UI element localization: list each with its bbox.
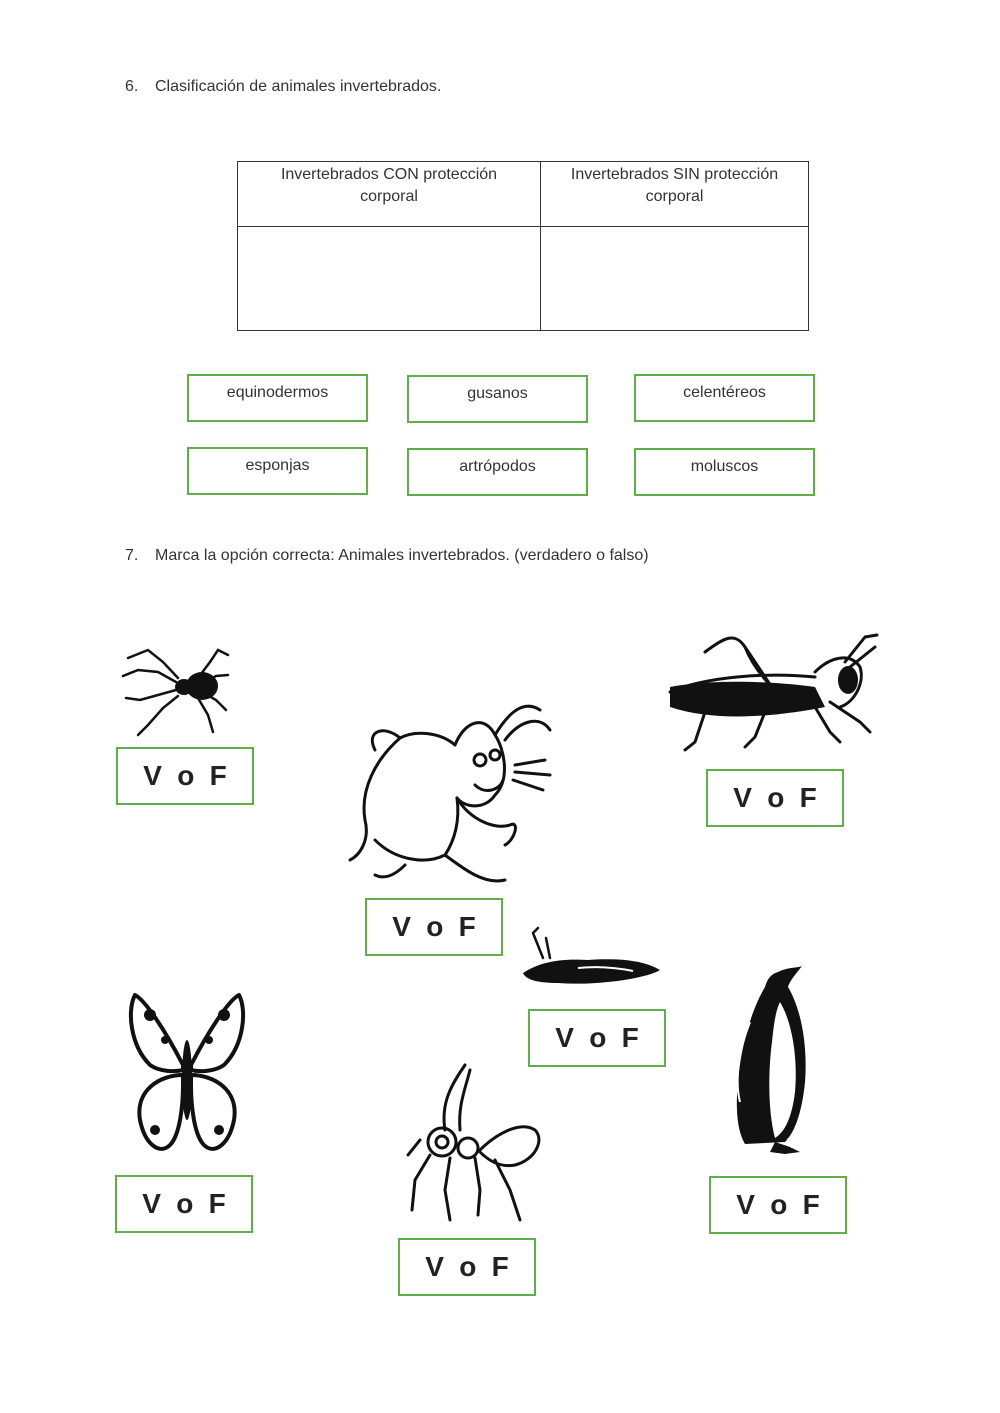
question-6 <box>125 78 441 96</box>
false-option[interactable]: F <box>208 1188 226 1219</box>
or-label: o <box>770 1189 788 1220</box>
question-7 <box>125 547 649 565</box>
true-option[interactable]: V <box>142 1188 161 1219</box>
or-label: o <box>767 782 785 813</box>
false-option[interactable]: F <box>621 1022 639 1053</box>
rabbit-image <box>345 690 555 890</box>
true-false-box-ant <box>398 1238 536 1296</box>
word-card-equinodermos[interactable]: equinodermos <box>187 374 368 422</box>
ant-image <box>400 1060 545 1225</box>
true-false-box-penguin <box>709 1176 847 1234</box>
true-option[interactable]: V <box>555 1022 574 1053</box>
word-card-moluscos[interactable]: moluscos <box>634 448 815 496</box>
true-option[interactable]: V <box>425 1251 444 1282</box>
or-label: o <box>426 911 444 942</box>
question-number: 6. <box>125 78 139 95</box>
classification-table <box>237 161 809 331</box>
true-option[interactable]: V <box>392 911 411 942</box>
false-option[interactable]: F <box>799 782 817 813</box>
drop-zone-with-protection[interactable] <box>238 227 541 331</box>
false-option[interactable]: F <box>209 760 227 791</box>
true-option[interactable]: V <box>736 1189 755 1220</box>
word-card-celentereos[interactable]: celentéreos <box>634 374 815 422</box>
word-card-artropodos[interactable]: artrópodos <box>407 448 588 496</box>
word-card-esponjas[interactable]: esponjas <box>187 447 368 495</box>
true-false-box-rabbit <box>365 898 503 956</box>
butterfly-image <box>125 990 250 1165</box>
question-text: Marca la opción correcta: Animales invertebrados. (verdadero o falso) <box>155 547 649 564</box>
drop-zone-without-protection[interactable] <box>541 227 809 331</box>
penguin-image <box>730 962 810 1157</box>
true-option[interactable]: V <box>143 760 162 791</box>
true-false-box-grasshopper <box>706 769 844 827</box>
or-label: o <box>589 1022 607 1053</box>
grasshopper-image <box>665 632 880 757</box>
or-label: o <box>176 1188 194 1219</box>
question-text: Clasificación de animales invertebrados. <box>155 78 442 95</box>
true-option[interactable]: V <box>733 782 752 813</box>
spider-image <box>118 640 233 740</box>
header-without-protection: Invertebrados SIN protección corporal <box>541 162 809 227</box>
or-label: o <box>177 760 195 791</box>
question-number: 7. <box>125 547 139 564</box>
word-card-gusanos[interactable]: gusanos <box>407 375 588 423</box>
header-with-protection: Invertebrados CON protección corporal <box>238 162 541 227</box>
true-false-box-slug <box>528 1009 666 1067</box>
false-option[interactable]: F <box>491 1251 509 1282</box>
or-label: o <box>459 1251 477 1282</box>
true-false-box-butterfly <box>115 1175 253 1233</box>
false-option[interactable]: F <box>458 911 476 942</box>
slug-image <box>518 928 663 998</box>
false-option[interactable]: F <box>802 1189 820 1220</box>
true-false-box-spider <box>116 747 254 805</box>
